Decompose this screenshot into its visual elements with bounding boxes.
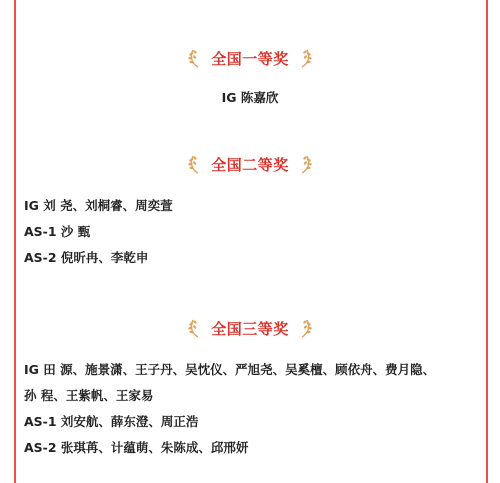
third-prize-title: 全国三等奖 [211,319,289,338]
laurel-left-icon [187,154,201,174]
laurel-left-icon [187,48,201,68]
second-prize-title: 全国二等奖 [211,155,289,174]
left-border [14,0,16,483]
laurel-left-icon [187,318,201,338]
first-prize-title: 全国一等奖 [211,49,289,68]
laurel-right-icon [299,154,313,174]
third-prize-line-1: IG 田 源、施景潇、王子丹、吴忱仪、严旭尧、吴奚檀、顾依舟、费月隐、 [24,362,436,377]
second-prize-line-1: IG 刘 尧、刘桐睿、周奕萱 [24,198,173,213]
laurel-right-icon [299,318,313,338]
second-prize-line-2: AS-1 沙 甄 [24,224,91,239]
first-prize-line-1: IG 陈嘉欣 [221,90,279,105]
third-prize-line-3: AS-1 刘安航、薛东澄、周正浩 [24,414,199,429]
second-prize-line-3: AS-2 倪昕冉、李乾申 [24,250,149,265]
third-prize-line-2: 孙 程、王紫帆、王家易 [24,388,154,403]
third-prize-line-4: AS-2 张琪苒、计蕴萌、朱陈成、邱邢妍 [24,440,249,455]
second-prize-heading [24,152,476,176]
third-prize-heading [24,316,476,340]
right-border [486,0,488,483]
first-prize-heading [24,46,476,70]
laurel-right-icon [299,48,313,68]
